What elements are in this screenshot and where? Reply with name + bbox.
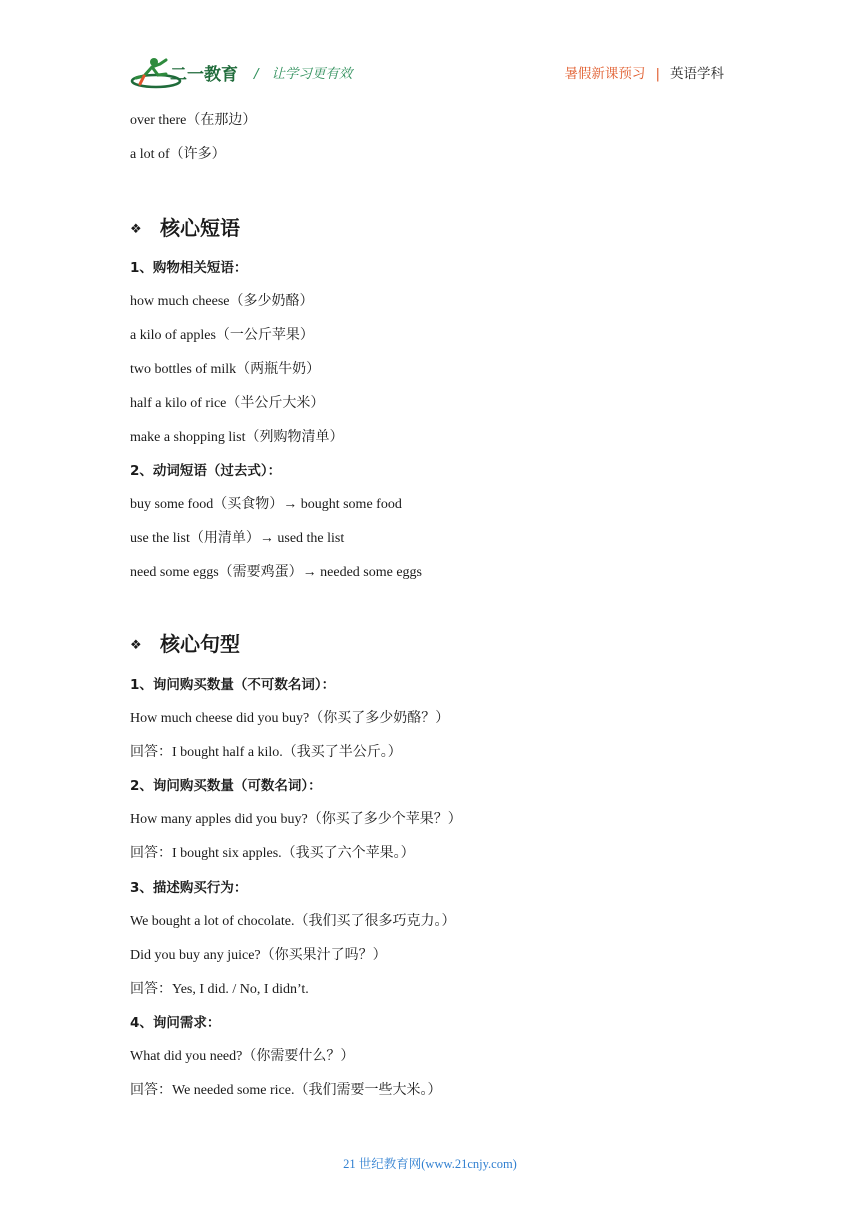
header-separator: | <box>655 66 660 82</box>
list-item: a kilo of apples（一公斤苹果） <box>130 328 314 343</box>
list-item: how much cheese（多少奶酪） <box>130 294 314 309</box>
diamond-bullet-icon: ❖ <box>130 222 142 237</box>
intro-line: over there（在那边） <box>130 113 257 128</box>
logo-text: 二一教育 <box>170 65 238 85</box>
group-heading: 1、购物相关短语： <box>130 260 248 276</box>
slogan-text: 让学习更有效 <box>271 66 353 82</box>
course-name: 暑假新课预习 <box>564 66 646 82</box>
list-item: How much cheese did you buy?（你买了多少奶酪？） <box>130 711 450 726</box>
page-footer: 21 世纪教育网(www.21cnjy.com) <box>343 1157 517 1171</box>
section-title-text: 核心句型 <box>160 632 240 656</box>
diamond-bullet-icon: ❖ <box>130 638 142 653</box>
page-header <box>0 0 860 100</box>
list-item: 回答：Yes, I did. / No, I didn’t. <box>130 982 309 997</box>
list-item: need some eggs（需要鸡蛋）→ needed some eggs <box>130 565 422 580</box>
group-heading: 2、动词短语（过去式）： <box>130 463 282 479</box>
section-title <box>130 632 240 658</box>
list-item: How many apples did you buy?（你买了多少个苹果？） <box>130 812 462 827</box>
group-heading: 4、询问需求： <box>130 1015 221 1031</box>
header-slogan <box>254 62 352 82</box>
subject-name: 英语学科 <box>670 66 724 82</box>
list-item: half a kilo of rice（半公斤大米） <box>130 396 325 411</box>
group-heading: 2、询问购买数量（可数名词）： <box>130 778 322 794</box>
list-item: We bought a lot of chocolate.（我们买了很多巧克力。） <box>130 914 456 929</box>
list-item: Did you buy any juice?（你买果汁了吗？） <box>130 948 387 963</box>
list-item: 回答：I bought half a kilo.（我买了半公斤。） <box>130 745 402 760</box>
group-heading: 1、询问购买数量（不可数名词）： <box>130 677 336 693</box>
section-title <box>130 216 240 242</box>
slogan-separator: / <box>254 66 259 82</box>
list-item: two bottles of milk（两瓶牛奶） <box>130 362 321 377</box>
list-item: What did you need?（你需要什么？） <box>130 1049 355 1064</box>
list-item: use the list（用清单）→ used the list <box>130 531 345 546</box>
header-right <box>564 62 724 82</box>
group-heading: 3、描述购买行为： <box>130 880 248 896</box>
list-item: make a shopping list（列购物清单） <box>130 430 344 445</box>
list-item: 回答：We needed some rice.（我们需要一些大米。） <box>130 1083 442 1098</box>
section-title-text: 核心短语 <box>160 216 240 240</box>
intro-line: a lot of（许多） <box>130 147 226 162</box>
list-item: buy some food（买食物）→ bought some food <box>130 497 402 512</box>
list-item: 回答：I bought six apples.（我买了六个苹果。） <box>130 846 415 861</box>
